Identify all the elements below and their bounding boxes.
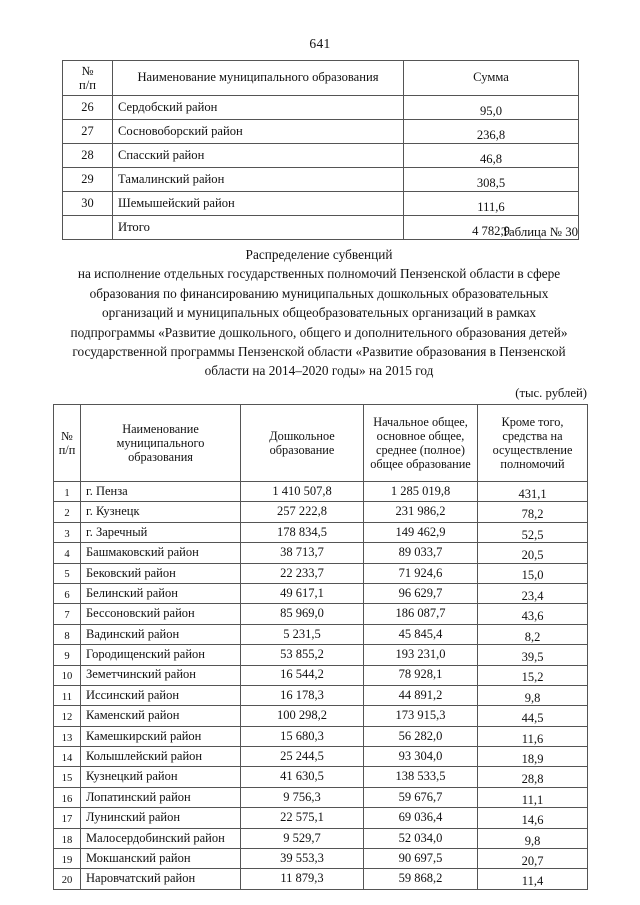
table-row <box>63 120 579 144</box>
cell-additional-funds: 23,4 <box>478 583 588 603</box>
units-note: (тыс. рублей) <box>515 386 587 400</box>
cell-municipality-name: Сосновоборский район <box>113 120 404 144</box>
column-header-number-line2: п/п <box>79 78 96 92</box>
column-header-number-line1: № <box>81 64 94 78</box>
cell-row-number: 30 <box>63 192 113 216</box>
cell-row-number: 29 <box>63 168 113 192</box>
column-header-name: Наименование муниципального образования <box>113 61 404 96</box>
table-row <box>54 747 588 767</box>
table-row <box>63 168 579 192</box>
cell-municipality-name: Бессоновский район <box>81 604 241 624</box>
cell-general-education: 44 891,2 <box>364 685 478 705</box>
cell-row-number: 26 <box>63 96 113 120</box>
cell-municipality-name: г. Кузнецк <box>81 502 241 522</box>
cell-additional-funds: 52,5 <box>478 522 588 542</box>
cell-row-number: 4 <box>54 543 81 563</box>
cell-municipality-name: Башмаковский район <box>81 543 241 563</box>
table-header-row <box>54 405 588 482</box>
cell-municipality-name: Наровчатский район <box>81 869 241 889</box>
table-row <box>63 96 579 120</box>
cell-general-education: 96 629,7 <box>364 583 478 603</box>
table-main-body <box>54 482 588 890</box>
cell-row-number: 5 <box>54 563 81 583</box>
cell-municipality-name: Малосердобинский район <box>81 828 241 848</box>
cell-general-education: 93 304,0 <box>364 747 478 767</box>
table-caption: Таблица № 30 <box>501 225 578 239</box>
table-row <box>54 482 588 502</box>
cell-sum: 236,8 <box>404 120 579 144</box>
cell-additional-funds: 20,5 <box>478 543 588 563</box>
cell-preschool-education: 53 855,2 <box>241 645 364 665</box>
cell-preschool-education: 49 617,1 <box>241 583 364 603</box>
cell-preschool-education: 15 680,3 <box>241 726 364 746</box>
title-body: на исполнение отдельных государственных полномочий Пензенской области в сфере образования по финансированию муниципальных дошкольных образовательных организаций и муниципальных общеобразовательных организаций в рамках подпрограммы «Развитие дошкольного, общего и дополнительного образования детей» государственной программы Пензенской области «Развитие образования в Пензенской области на 2014–2020 годы» на 2015 год <box>70 266 568 379</box>
cell-general-education: 59 676,7 <box>364 787 478 807</box>
cell-municipality-name: Белинский район <box>81 583 241 603</box>
cell-row-number: 16 <box>54 787 81 807</box>
column-header-preschool: Дошкольное образование <box>241 405 364 482</box>
cell-municipality-name: Сердобский район <box>113 96 404 120</box>
cell-row-number: 7 <box>54 604 81 624</box>
cell-preschool-education: 178 834,5 <box>241 522 364 542</box>
table-header-row <box>63 61 579 96</box>
cell-preschool-education: 22 575,1 <box>241 808 364 828</box>
table-row <box>54 685 588 705</box>
cell-row-number: 17 <box>54 808 81 828</box>
cell-row-number: 8 <box>54 624 81 644</box>
table-main-head <box>54 405 588 482</box>
cell-additional-funds: 78,2 <box>478 502 588 522</box>
cell-municipality-name: Кузнецкий район <box>81 767 241 787</box>
table-row <box>54 849 588 869</box>
cell-sum: 4 782,9 <box>404 216 579 240</box>
column-header-additional-funds: Кроме того, средства на осуществление полномочий <box>478 405 588 482</box>
cell-row-number: 6 <box>54 583 81 603</box>
cell-preschool-education: 39 553,3 <box>241 849 364 869</box>
table-row <box>54 522 588 542</box>
cell-row-number: 1 <box>54 482 81 502</box>
cell-municipality-name: Спасский район <box>113 144 404 168</box>
table-row <box>54 624 588 644</box>
table-row <box>63 192 579 216</box>
cell-additional-funds: 11,1 <box>478 787 588 807</box>
cell-row-number: 2 <box>54 502 81 522</box>
table-row <box>54 563 588 583</box>
table-row <box>54 869 588 889</box>
cell-additional-funds: 8,2 <box>478 624 588 644</box>
cell-general-education: 52 034,0 <box>364 828 478 848</box>
cell-additional-funds: 43,6 <box>478 604 588 624</box>
cell-municipality-name: Каменский район <box>81 706 241 726</box>
cell-additional-funds: 9,8 <box>478 685 588 705</box>
cell-row-number: 10 <box>54 665 81 685</box>
cell-general-education: 89 033,7 <box>364 543 478 563</box>
table-row <box>54 604 588 624</box>
cell-general-education: 1 285 019,8 <box>364 482 478 502</box>
cell-row-number: 14 <box>54 747 81 767</box>
column-header-number-line2: п/п <box>58 443 76 457</box>
cell-general-education: 193 231,0 <box>364 645 478 665</box>
column-header-municipality: Наименование муниципального образования <box>81 405 241 482</box>
cell-preschool-education: 1 410 507,8 <box>241 482 364 502</box>
cell-general-education: 45 845,4 <box>364 624 478 644</box>
cell-sum: 111,6 <box>404 192 579 216</box>
column-header-number <box>63 61 113 96</box>
table-row <box>54 828 588 848</box>
column-header-number-line1: № <box>61 428 73 443</box>
cell-additional-funds: 39,5 <box>478 645 588 665</box>
cell-municipality-name: Колышлейский район <box>81 747 241 767</box>
cell-row-number: 12 <box>54 706 81 726</box>
cell-row-number: 28 <box>63 144 113 168</box>
table-continued-body <box>63 96 579 240</box>
cell-municipality-name: Лопатинский район <box>81 787 241 807</box>
cell-preschool-education: 16 178,3 <box>241 685 364 705</box>
table-row <box>54 645 588 665</box>
cell-row-number: 20 <box>54 869 81 889</box>
cell-additional-funds: 11,4 <box>478 869 588 889</box>
cell-general-education: 173 915,3 <box>364 706 478 726</box>
table-main <box>53 404 588 890</box>
table-row <box>63 144 579 168</box>
cell-preschool-education: 25 244,5 <box>241 747 364 767</box>
table-row <box>54 583 588 603</box>
cell-general-education: 186 087,7 <box>364 604 478 624</box>
cell-sum: 46,8 <box>404 144 579 168</box>
cell-preschool-education: 22 233,7 <box>241 563 364 583</box>
cell-row-number: 11 <box>54 685 81 705</box>
cell-general-education: 138 533,5 <box>364 767 478 787</box>
table-row <box>54 502 588 522</box>
page-number: 641 <box>309 36 331 51</box>
table-continued-wrapper <box>62 60 578 240</box>
cell-preschool-education: 16 544,2 <box>241 665 364 685</box>
cell-preschool-education: 9 529,7 <box>241 828 364 848</box>
cell-additional-funds: 28,8 <box>478 767 588 787</box>
table-continued-head <box>63 61 579 96</box>
cell-municipality-name: Тамалинский район <box>113 168 404 192</box>
cell-general-education: 90 697,5 <box>364 849 478 869</box>
cell-municipality-name: г. Пенза <box>81 482 241 502</box>
cell-additional-funds: 15,2 <box>478 665 588 685</box>
cell-additional-funds: 431,1 <box>478 482 588 502</box>
cell-municipality-name: Вадинский район <box>81 624 241 644</box>
cell-additional-funds: 14,6 <box>478 808 588 828</box>
table-continued <box>62 60 579 240</box>
cell-preschool-education: 85 969,0 <box>241 604 364 624</box>
cell-sum: 95,0 <box>404 96 579 120</box>
cell-additional-funds: 20,7 <box>478 849 588 869</box>
column-header-number <box>54 405 81 482</box>
cell-municipality-name: Итого <box>113 216 404 240</box>
table-row <box>54 726 588 746</box>
cell-general-education: 71 924,6 <box>364 563 478 583</box>
cell-preschool-education: 9 756,3 <box>241 787 364 807</box>
cell-general-education: 231 986,2 <box>364 502 478 522</box>
cell-preschool-education: 41 630,5 <box>241 767 364 787</box>
table-main-wrapper <box>53 404 587 890</box>
column-header-sum: Сумма <box>404 61 579 96</box>
cell-preschool-education: 257 222,8 <box>241 502 364 522</box>
column-header-general-education: Начальное общее, основное общее, среднее (полное) общее образование <box>364 405 478 482</box>
cell-general-education: 78 928,1 <box>364 665 478 685</box>
cell-additional-funds: 18,9 <box>478 747 588 767</box>
cell-sum: 308,5 <box>404 168 579 192</box>
cell-additional-funds: 11,6 <box>478 726 588 746</box>
cell-preschool-education: 5 231,5 <box>241 624 364 644</box>
cell-municipality-name: Лунинский район <box>81 808 241 828</box>
cell-row-number: 15 <box>54 767 81 787</box>
cell-municipality-name: Городищенский район <box>81 645 241 665</box>
cell-row-number: 3 <box>54 522 81 542</box>
title-block <box>62 245 576 381</box>
table-row <box>54 706 588 726</box>
table-row <box>54 543 588 563</box>
cell-preschool-education: 38 713,7 <box>241 543 364 563</box>
cell-municipality-name: Иссинский район <box>81 685 241 705</box>
cell-municipality-name: Мокшанский район <box>81 849 241 869</box>
cell-municipality-name: Бековский район <box>81 563 241 583</box>
table-row <box>54 665 588 685</box>
cell-municipality-name: Камешкирский район <box>81 726 241 746</box>
title-heading: Распределение субвенций <box>245 247 393 262</box>
cell-row-number: 18 <box>54 828 81 848</box>
cell-additional-funds: 15,0 <box>478 563 588 583</box>
table-row <box>54 767 588 787</box>
cell-municipality-name: Земетчинский район <box>81 665 241 685</box>
cell-row-number: 13 <box>54 726 81 746</box>
cell-row-number: 27 <box>63 120 113 144</box>
cell-row-number: 9 <box>54 645 81 665</box>
cell-municipality-name: Шемышейский район <box>113 192 404 216</box>
cell-preschool-education: 11 879,3 <box>241 869 364 889</box>
cell-additional-funds: 44,5 <box>478 706 588 726</box>
table-row <box>54 808 588 828</box>
cell-general-education: 69 036,4 <box>364 808 478 828</box>
cell-preschool-education: 100 298,2 <box>241 706 364 726</box>
cell-general-education: 149 462,9 <box>364 522 478 542</box>
cell-row-number: 19 <box>54 849 81 869</box>
cell-municipality-name: г. Заречный <box>81 522 241 542</box>
cell-general-education: 56 282,0 <box>364 726 478 746</box>
cell-additional-funds: 9,8 <box>478 828 588 848</box>
table-row <box>54 787 588 807</box>
cell-general-education: 59 868,2 <box>364 869 478 889</box>
